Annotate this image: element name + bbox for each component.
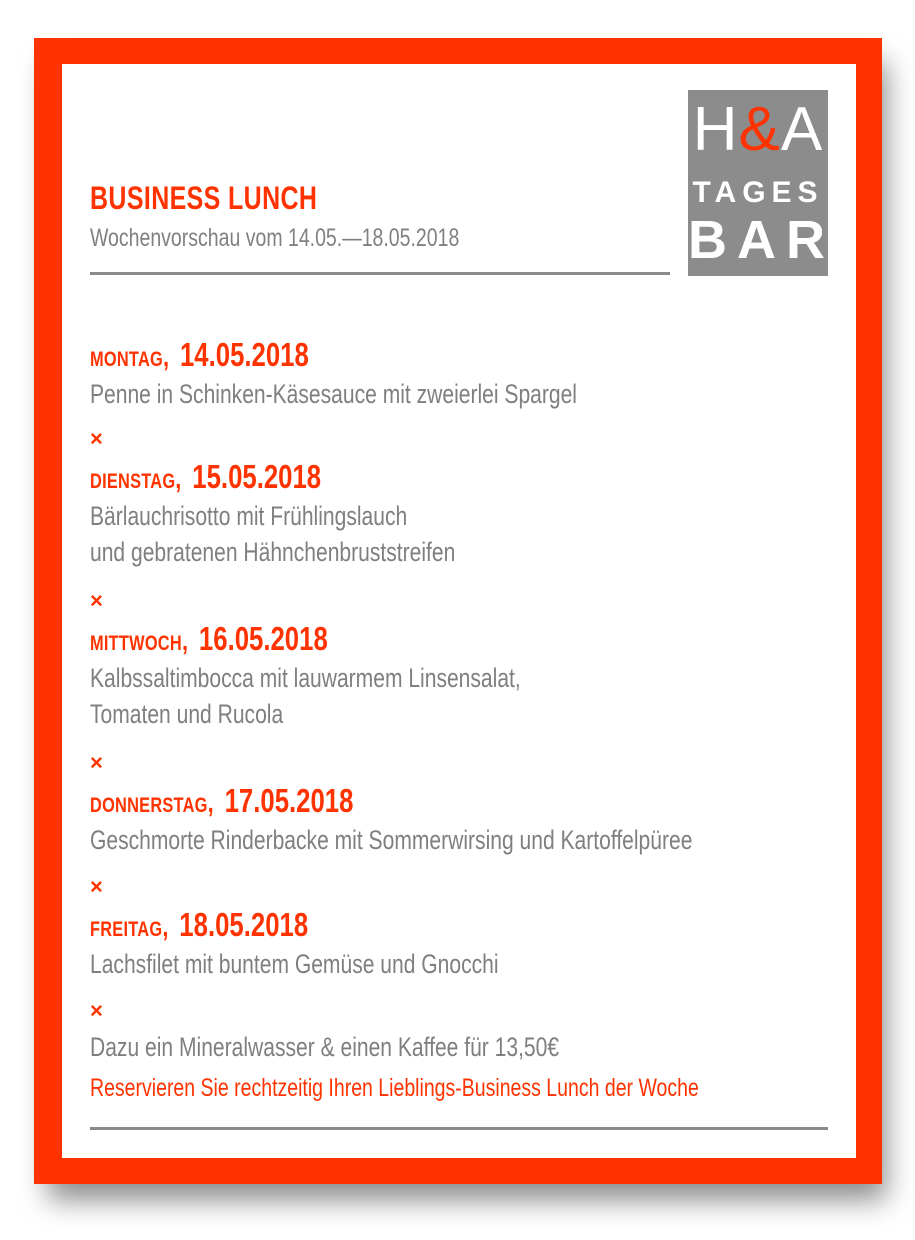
day-date: 17.05.2018 bbox=[224, 782, 354, 819]
day-entry-wednesday bbox=[90, 620, 642, 732]
day-date: 15.05.2018 bbox=[192, 458, 322, 495]
dish-description: Geschmorte Rinderbacke mit Sommerwirsing und Kartoffelpüree bbox=[90, 825, 693, 855]
day-entry-thursday bbox=[90, 782, 862, 858]
day-name: DIENSTAG bbox=[90, 470, 176, 493]
drinks-included-note: Dazu ein Mineralwasser & einen Kaffee für 13,50€ bbox=[90, 1032, 560, 1062]
week-preview-subtitle: Wochenvorschau vom 14.05.—18.05.2018 bbox=[90, 224, 460, 252]
logo-ha-mark: H&A bbox=[692, 95, 824, 164]
day-name: FREITAG bbox=[90, 918, 163, 941]
logo-bar-text: BAR bbox=[688, 210, 835, 270]
separator-cross-icon: × bbox=[90, 998, 103, 1023]
day-name: MONTAG bbox=[90, 348, 163, 371]
header-divider bbox=[90, 272, 670, 275]
day-entry-friday bbox=[90, 906, 614, 982]
day-date: 14.05.2018 bbox=[179, 336, 309, 373]
day-heading: DONNERSTAG, 17.05.2018 bbox=[90, 782, 354, 819]
day-heading: DIENSTAG, 15.05.2018 bbox=[90, 458, 322, 495]
tagesbar-logo bbox=[688, 90, 835, 276]
separator-cross-icon: × bbox=[90, 426, 103, 451]
day-name: DONNERSTAG bbox=[90, 794, 208, 817]
day-heading: MITTWOCH, 16.05.2018 bbox=[90, 620, 328, 657]
day-heading: FREITAG, 18.05.2018 bbox=[90, 906, 309, 943]
menu-card bbox=[62, 64, 856, 1158]
dish-description: Kalbssaltimbocca mit lauwarmem Linsensalat, bbox=[90, 663, 521, 693]
dish-description: Lachsfilet mit buntem Gemüse und Gnocchi bbox=[90, 949, 499, 979]
footer-divider bbox=[90, 1127, 828, 1130]
separator-cross-icon: × bbox=[90, 874, 103, 899]
dish-description: Tomaten und Rucola bbox=[90, 699, 284, 729]
dish-description: Penne in Schinken-Käsesauce mit zweierlei Spargel bbox=[90, 379, 577, 409]
day-entry-tuesday bbox=[90, 458, 558, 570]
day-date: 18.05.2018 bbox=[179, 906, 309, 943]
logo-tages-text: TAGES bbox=[692, 176, 824, 209]
dish-description: und gebratenen Hähnchenbruststreifen bbox=[90, 537, 456, 567]
separator-cross-icon: × bbox=[90, 588, 103, 613]
day-name: MITTWOCH bbox=[90, 632, 182, 655]
reservation-hint: Reservieren Sie rechtzeitig Ihren Lieblings-Business Lunch der Woche bbox=[90, 1074, 699, 1102]
day-heading: MONTAG, 14.05.2018 bbox=[90, 336, 309, 373]
menu-title: BUSINESS LUNCH bbox=[90, 180, 318, 216]
separator-cross-icon: × bbox=[90, 750, 103, 775]
day-entry-monday bbox=[90, 336, 714, 412]
dish-description: Bärlauchrisotto mit Frühlingslauch bbox=[90, 501, 408, 531]
day-date: 16.05.2018 bbox=[198, 620, 328, 657]
